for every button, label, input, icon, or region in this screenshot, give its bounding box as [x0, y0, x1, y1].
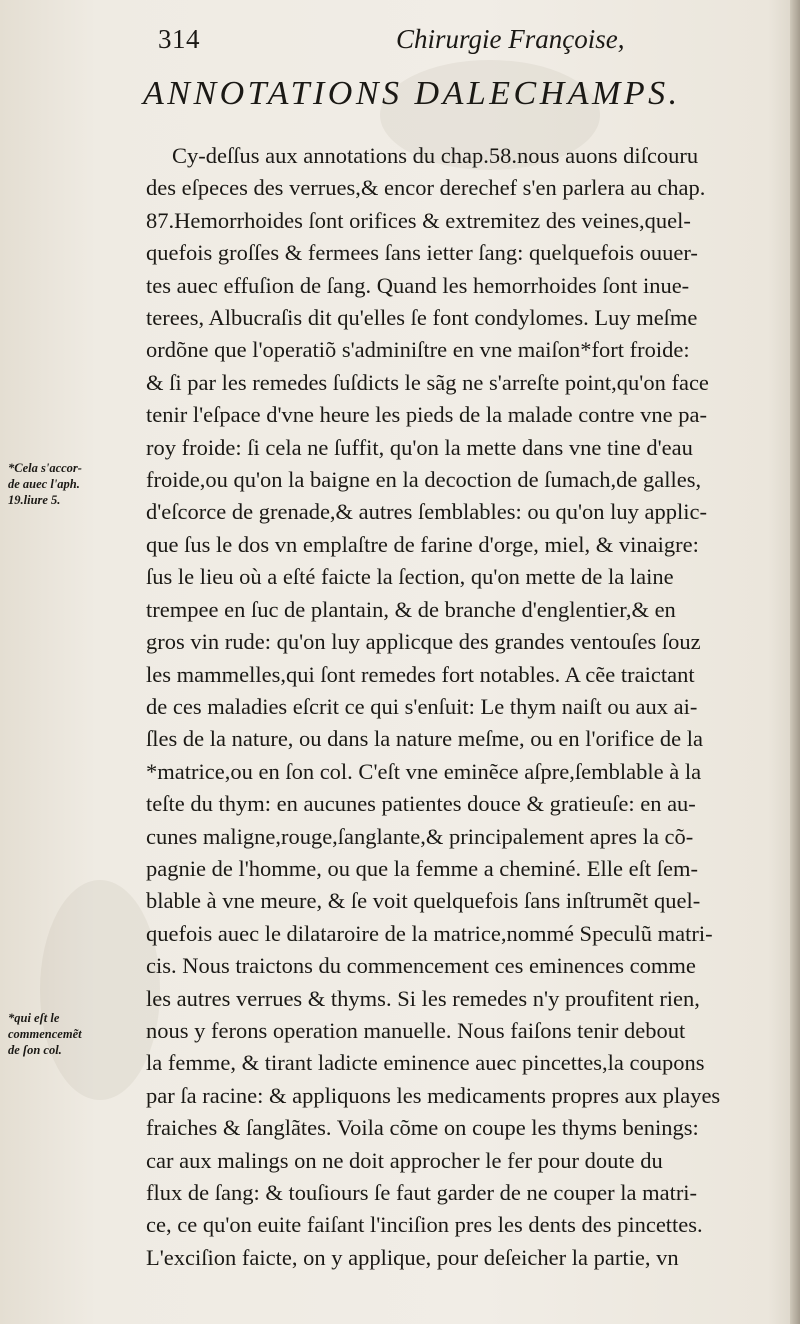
text-line: les mammelles,qui ſont remedes fort notables. A cẽe traictant [146, 661, 695, 687]
text-line: cis. Nous traictons du commencement ces eminences comme [146, 953, 696, 979]
text-line: ordõne que l'operatiõ s'adminiſtre en vne maiſon*fort froide: [146, 337, 690, 363]
page-edge [790, 0, 800, 1324]
text-line: & ſi par les remedes ſuſdicts le sãg ne s'arreſte point,qu'on face [146, 369, 709, 395]
text-line: ce, ce qu'on euite faiſant l'inciſion pres les dents des pincettes. [146, 1212, 703, 1238]
section-title: ANNOTATIONS DALECHAMPS. [143, 75, 681, 112]
text-line: terees, Albucraſis dit qu'elles ſe font condylomes. Luy meſme [146, 305, 698, 331]
text-line: pagnie de l'homme, ou que la femme a cheminé. Elle eſt ſem- [146, 855, 698, 881]
text-line: car aux malings on ne doit approcher le fer pour doute du [146, 1147, 663, 1173]
text-line: teſte du thym: en aucunes patientes douce & gratieuſe: en au- [146, 791, 696, 817]
text-line: quefois groſſes & fermees ſans ietter ſang: quelquefois ouuer- [146, 240, 698, 266]
text-line: la femme, & tirant ladicte eminence auec pincettes,la coupons [146, 1050, 705, 1076]
text-line: des eſpeces des verrues,& encor derechef s'en parlera au chap. [146, 175, 706, 201]
text-line: de ces maladies eſcrit ce qui s'enſuit: Le thym naiſt ou aux ai- [146, 693, 698, 719]
margin-note-line: commencemẽt [8, 1027, 82, 1041]
page-number: 314 [158, 24, 200, 54]
paper-stain [40, 880, 160, 1100]
text-line: ſles de la nature, ou dans la nature meſme, ou en l'orifice de la [146, 726, 703, 752]
text-line: 87.Hemorrhoides ſont orifices & extremitez des veines,quel- [146, 207, 691, 233]
text-line: que ſus le dos vn emplaſtre de farine d'orge, miel, & vinaigre: [146, 531, 699, 557]
margin-note [8, 460, 82, 508]
body-text [146, 140, 796, 1274]
text-line: trempee en ſuc de plantain, & de branche d'englentier,& en [146, 596, 676, 622]
text-line: d'eſcorce de grenade,& autres ſemblables: ou qu'on luy applic- [146, 499, 708, 525]
margin-note-line: 19.liure 5. [8, 493, 61, 507]
text-line: flux de ſang: & touſiours ſe faut garder de ne couper la matri- [146, 1180, 698, 1205]
margin-note-line: *Cela s'accor- [8, 461, 82, 475]
margin-note-line: de auec l'aph. [8, 477, 80, 491]
margin-note-line: de ſon col. [8, 1043, 62, 1057]
text-line: tes auec effuſion de ſang. Quand les hemorrhoides ſont inue- [146, 272, 690, 298]
text-line: ſus le lieu où a eſté faicte la ſection, qu'on mette de la laine [146, 564, 674, 590]
margin-note-line: *qui eſt le [8, 1011, 60, 1025]
book-title: Chirurgie Françoise, [396, 24, 625, 54]
text-line: gros vin rude: qu'on luy applicque des grandes ventouſes ſouz [146, 629, 701, 655]
text-line: tenir l'eſpace d'vne heure les pieds de la malade contre vne pa- [146, 402, 707, 428]
text-line: blable à vne meure, & ſe voit quelquefois ſans inſtrumẽt quel- [146, 888, 701, 914]
text-line: froide,ou qu'on la baigne en la decoction de ſumach,de galles, [146, 467, 702, 493]
text-line: par ſa racine: & appliquons les medicaments propres aux playes [146, 1082, 721, 1108]
text-line: cunes maligne,rouge,ſanglante,& principalement apres la cõ- [146, 823, 694, 849]
text-line: *matrice,ou en ſon col. C'eſt vne eminẽce aſpre,ſemblable à la [146, 758, 702, 784]
text-line: les autres verrues & thyms. Si les remedes n'y proufitent rien, [146, 985, 700, 1011]
margin-note [8, 1010, 82, 1058]
text-line: fraiches & ſanglãtes. Voila cõme on coupe les thyms benings: [146, 1115, 699, 1141]
text-line: quefois auec le dilataroire de la matrice,nommé Speculũ matri- [146, 920, 713, 946]
running-head [158, 18, 678, 62]
text-line: L'exciſion faicte, on y applique, pour deſeicher la partie, vn [146, 1244, 679, 1270]
text-line: Cy-deſſus aux annotations du chap.58.nous auons diſcouru [172, 143, 699, 168]
text-line: nous y ferons operation manuelle. Nous faiſons tenir debout [146, 1017, 686, 1043]
text-line: roy froide: ſi cela ne ſuffit, qu'on la mette dans vne tine d'eau [146, 434, 693, 460]
